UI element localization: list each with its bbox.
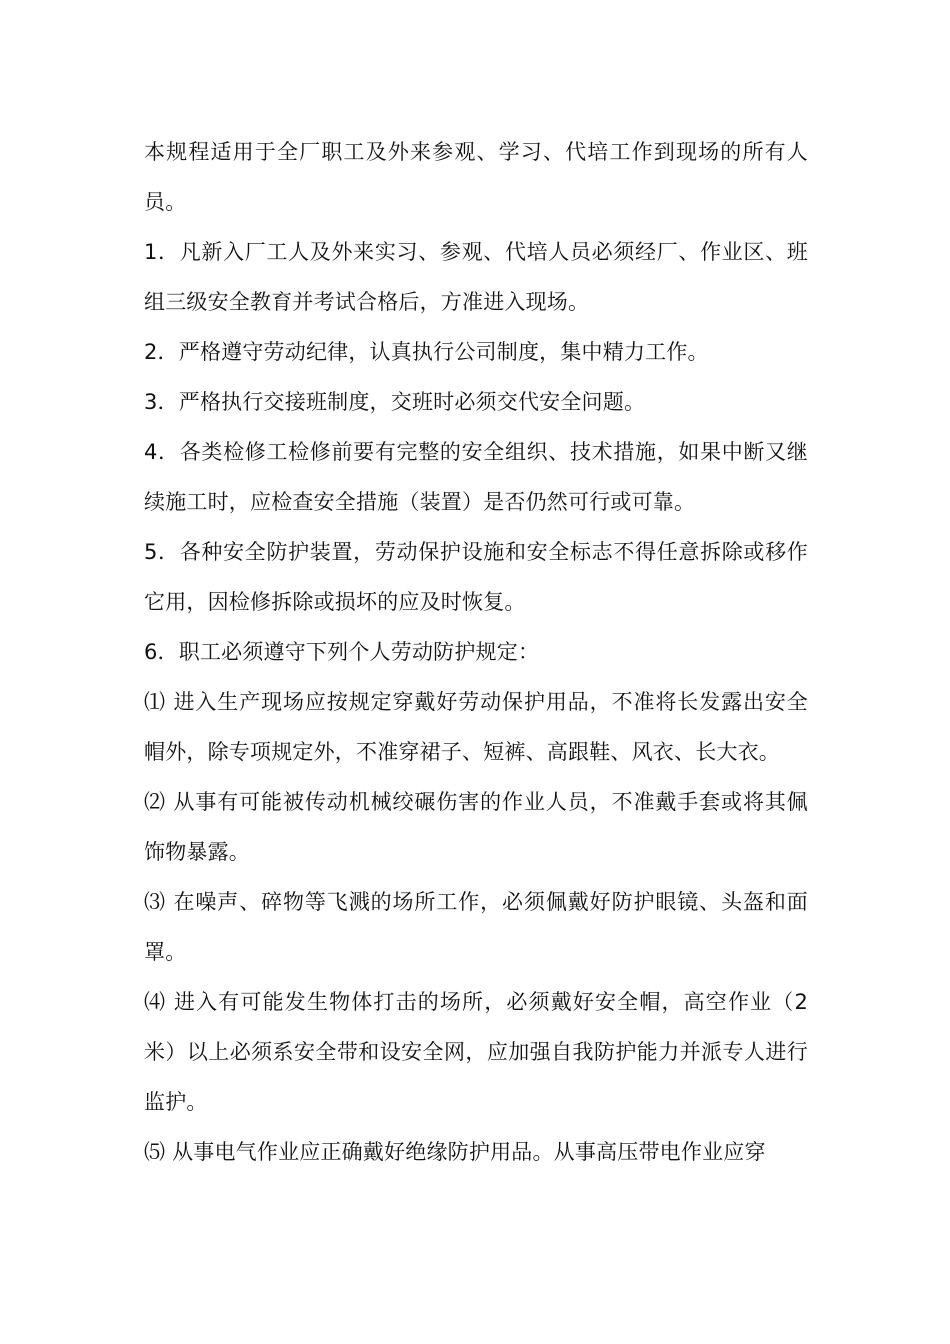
paragraph-scope: 本规程适用于全厂职工及外来参观、学习、代培工作到现场的所有人员。 — [144, 140, 808, 214]
document-body — [144, 127, 808, 1177]
paragraph-rule-3: 3．严格执行交接班制度，交班时必须交代安全问题。 — [144, 390, 646, 414]
paragraph-subrule-2: ⑵ 从事有可能被传动机械绞碾伤害的作业人员，不准戴手套或将其佩饰物暴露。 — [144, 790, 808, 864]
paragraph-subrule-4: ⑷ 进入有可能发生物体打击的场所，必须戴好安全帽，高空作业（2米）以上必须系安全带和设安全网，应加强自我防护能力并派专人进行监护。 — [144, 990, 808, 1114]
paragraph-rule-2: 2．严格遵守劳动纪律，认真执行公司制度，集中精力工作。 — [144, 340, 709, 364]
paragraph-subrule-1: ⑴ 进入生产现场应按规定穿戴好劳动保护用品，不准将长发露出安全帽外，除专项规定外，不准穿裙子、短裤、高跟鞋、风衣、长大衣。 — [144, 690, 808, 764]
paragraph-subrule-3: ⑶ 在噪声、碎物等飞溅的场所工作，必须佩戴好防护眼镜、头盔和面罩。 — [144, 890, 808, 964]
paragraph-rule-6: 6．职工必须遵守下列个人劳动防护规定： — [144, 640, 540, 664]
paragraph-rule-5: 5．各种安全防护装置，劳动保护设施和安全标志不得任意拆除或移作它用，因检修拆除或损坏的应及时恢复。 — [144, 540, 808, 614]
paragraph-subrule-5: ⑸ 从事电气作业应正确戴好绝缘防护用品。从事高压带电作业应穿 — [144, 1140, 766, 1164]
paragraph-rule-4: 4．各类检修工检修前要有完整的安全组织、技术措施，如果中断又继续施工时，应检查安全措施（装置）是否仍然可行或可靠。 — [144, 440, 808, 514]
paragraph-rule-1: 1．凡新入厂工人及外来实习、参观、代培人员必须经厂、作业区、班组三级安全教育并考试合格后，方准进入现场。 — [144, 240, 808, 314]
